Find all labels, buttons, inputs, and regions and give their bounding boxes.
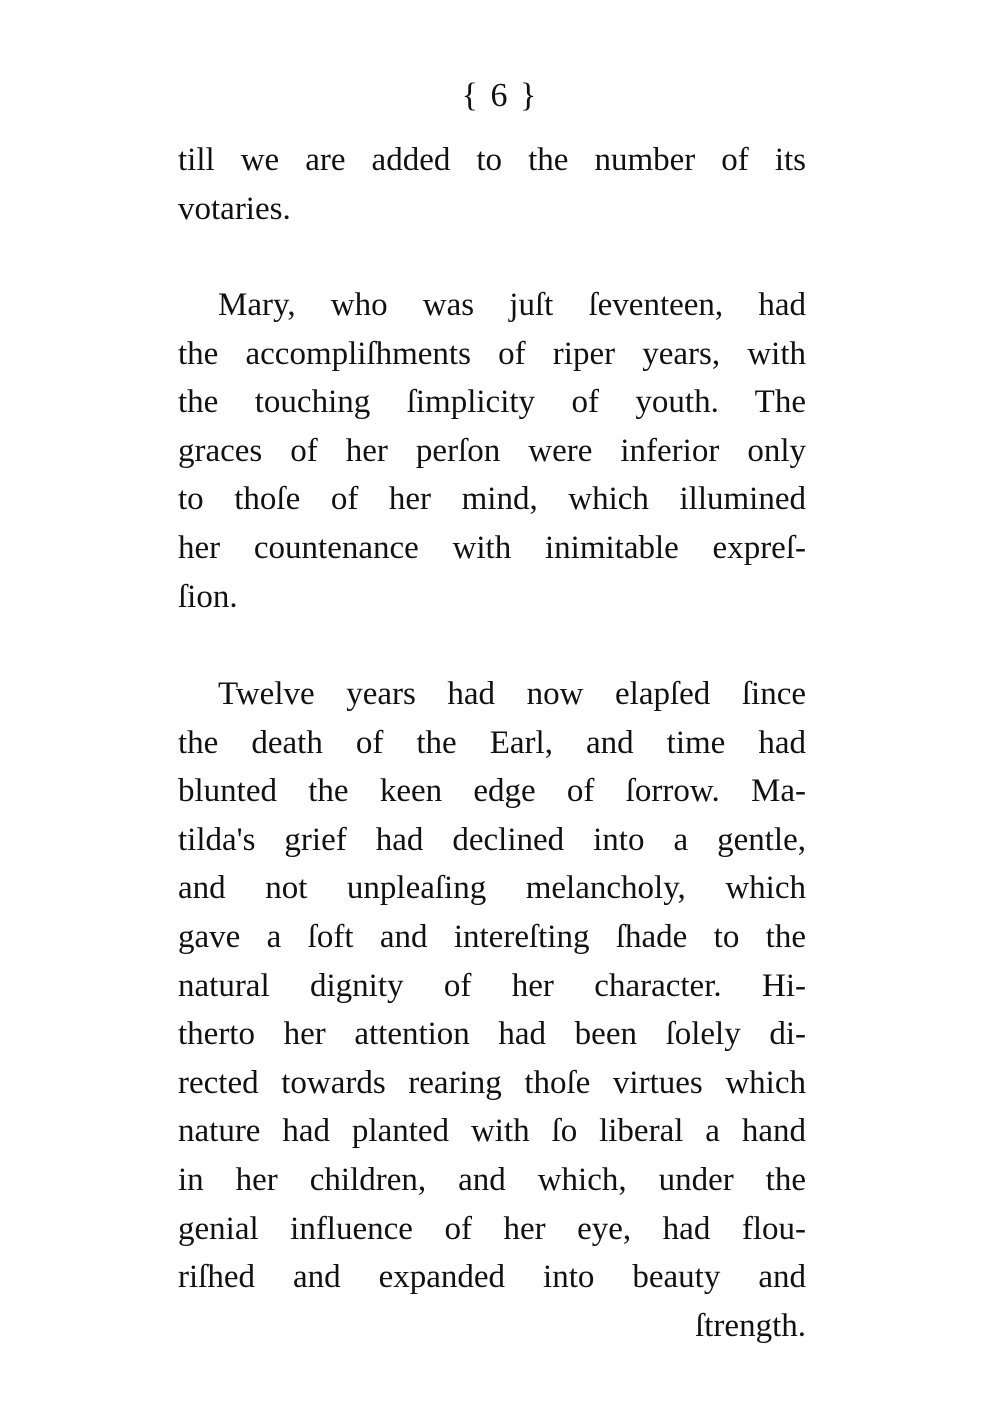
text-line: her countenance with inimitable expreſ-: [178, 529, 806, 566]
text-line: gave a ſoft and intereſting ſhade to the: [178, 918, 806, 955]
text-line: graces of her perſon were inferior only: [178, 432, 806, 469]
text-line: ſtrength.: [695, 1307, 806, 1344]
text-line: votaries.: [178, 190, 291, 227]
text-line: rected towards rearing thoſe virtues which: [178, 1064, 806, 1101]
text-line: Mary, who was juſt ſeventeen, had: [218, 287, 806, 323]
text-line: the accompliſhments of riper years, with: [178, 335, 806, 372]
paragraph-twelve-years: [178, 670, 806, 1350]
text-line: the death of the Earl, and time had: [178, 724, 806, 761]
text-line: blunted the keen edge of ſorrow. Ma-: [178, 773, 806, 810]
text-line: natural dignity of her character. Hi-: [178, 967, 806, 1004]
text-line: riſhed and expanded into beauty and: [178, 1259, 806, 1296]
text-line: till we are added to the number of its: [178, 142, 806, 178]
text-line: genial influence of her eye, had flou-: [178, 1210, 806, 1247]
page-number: { 6 }: [461, 77, 539, 114]
text-line: nature had planted with ſo liberal a hand: [178, 1113, 806, 1150]
text-line: ſion.: [178, 578, 238, 615]
text-line: Twelve years had now elapſed ſince: [218, 676, 806, 712]
text-line: in her children, and which, under the: [178, 1161, 806, 1198]
text-line: and not unpleaſing melancholy, which: [178, 870, 806, 907]
paragraph-mary: [178, 281, 806, 621]
text-line: tilda's grief had declined into a gentle,: [178, 821, 806, 858]
text-line: to thoſe of her mind, which illumined: [178, 481, 806, 518]
text-line: therto her attention had been ſolely di-: [178, 1016, 806, 1053]
paragraph-continuation: [178, 136, 806, 233]
text-line: the touching ſimplicity of youth. The: [178, 384, 806, 421]
